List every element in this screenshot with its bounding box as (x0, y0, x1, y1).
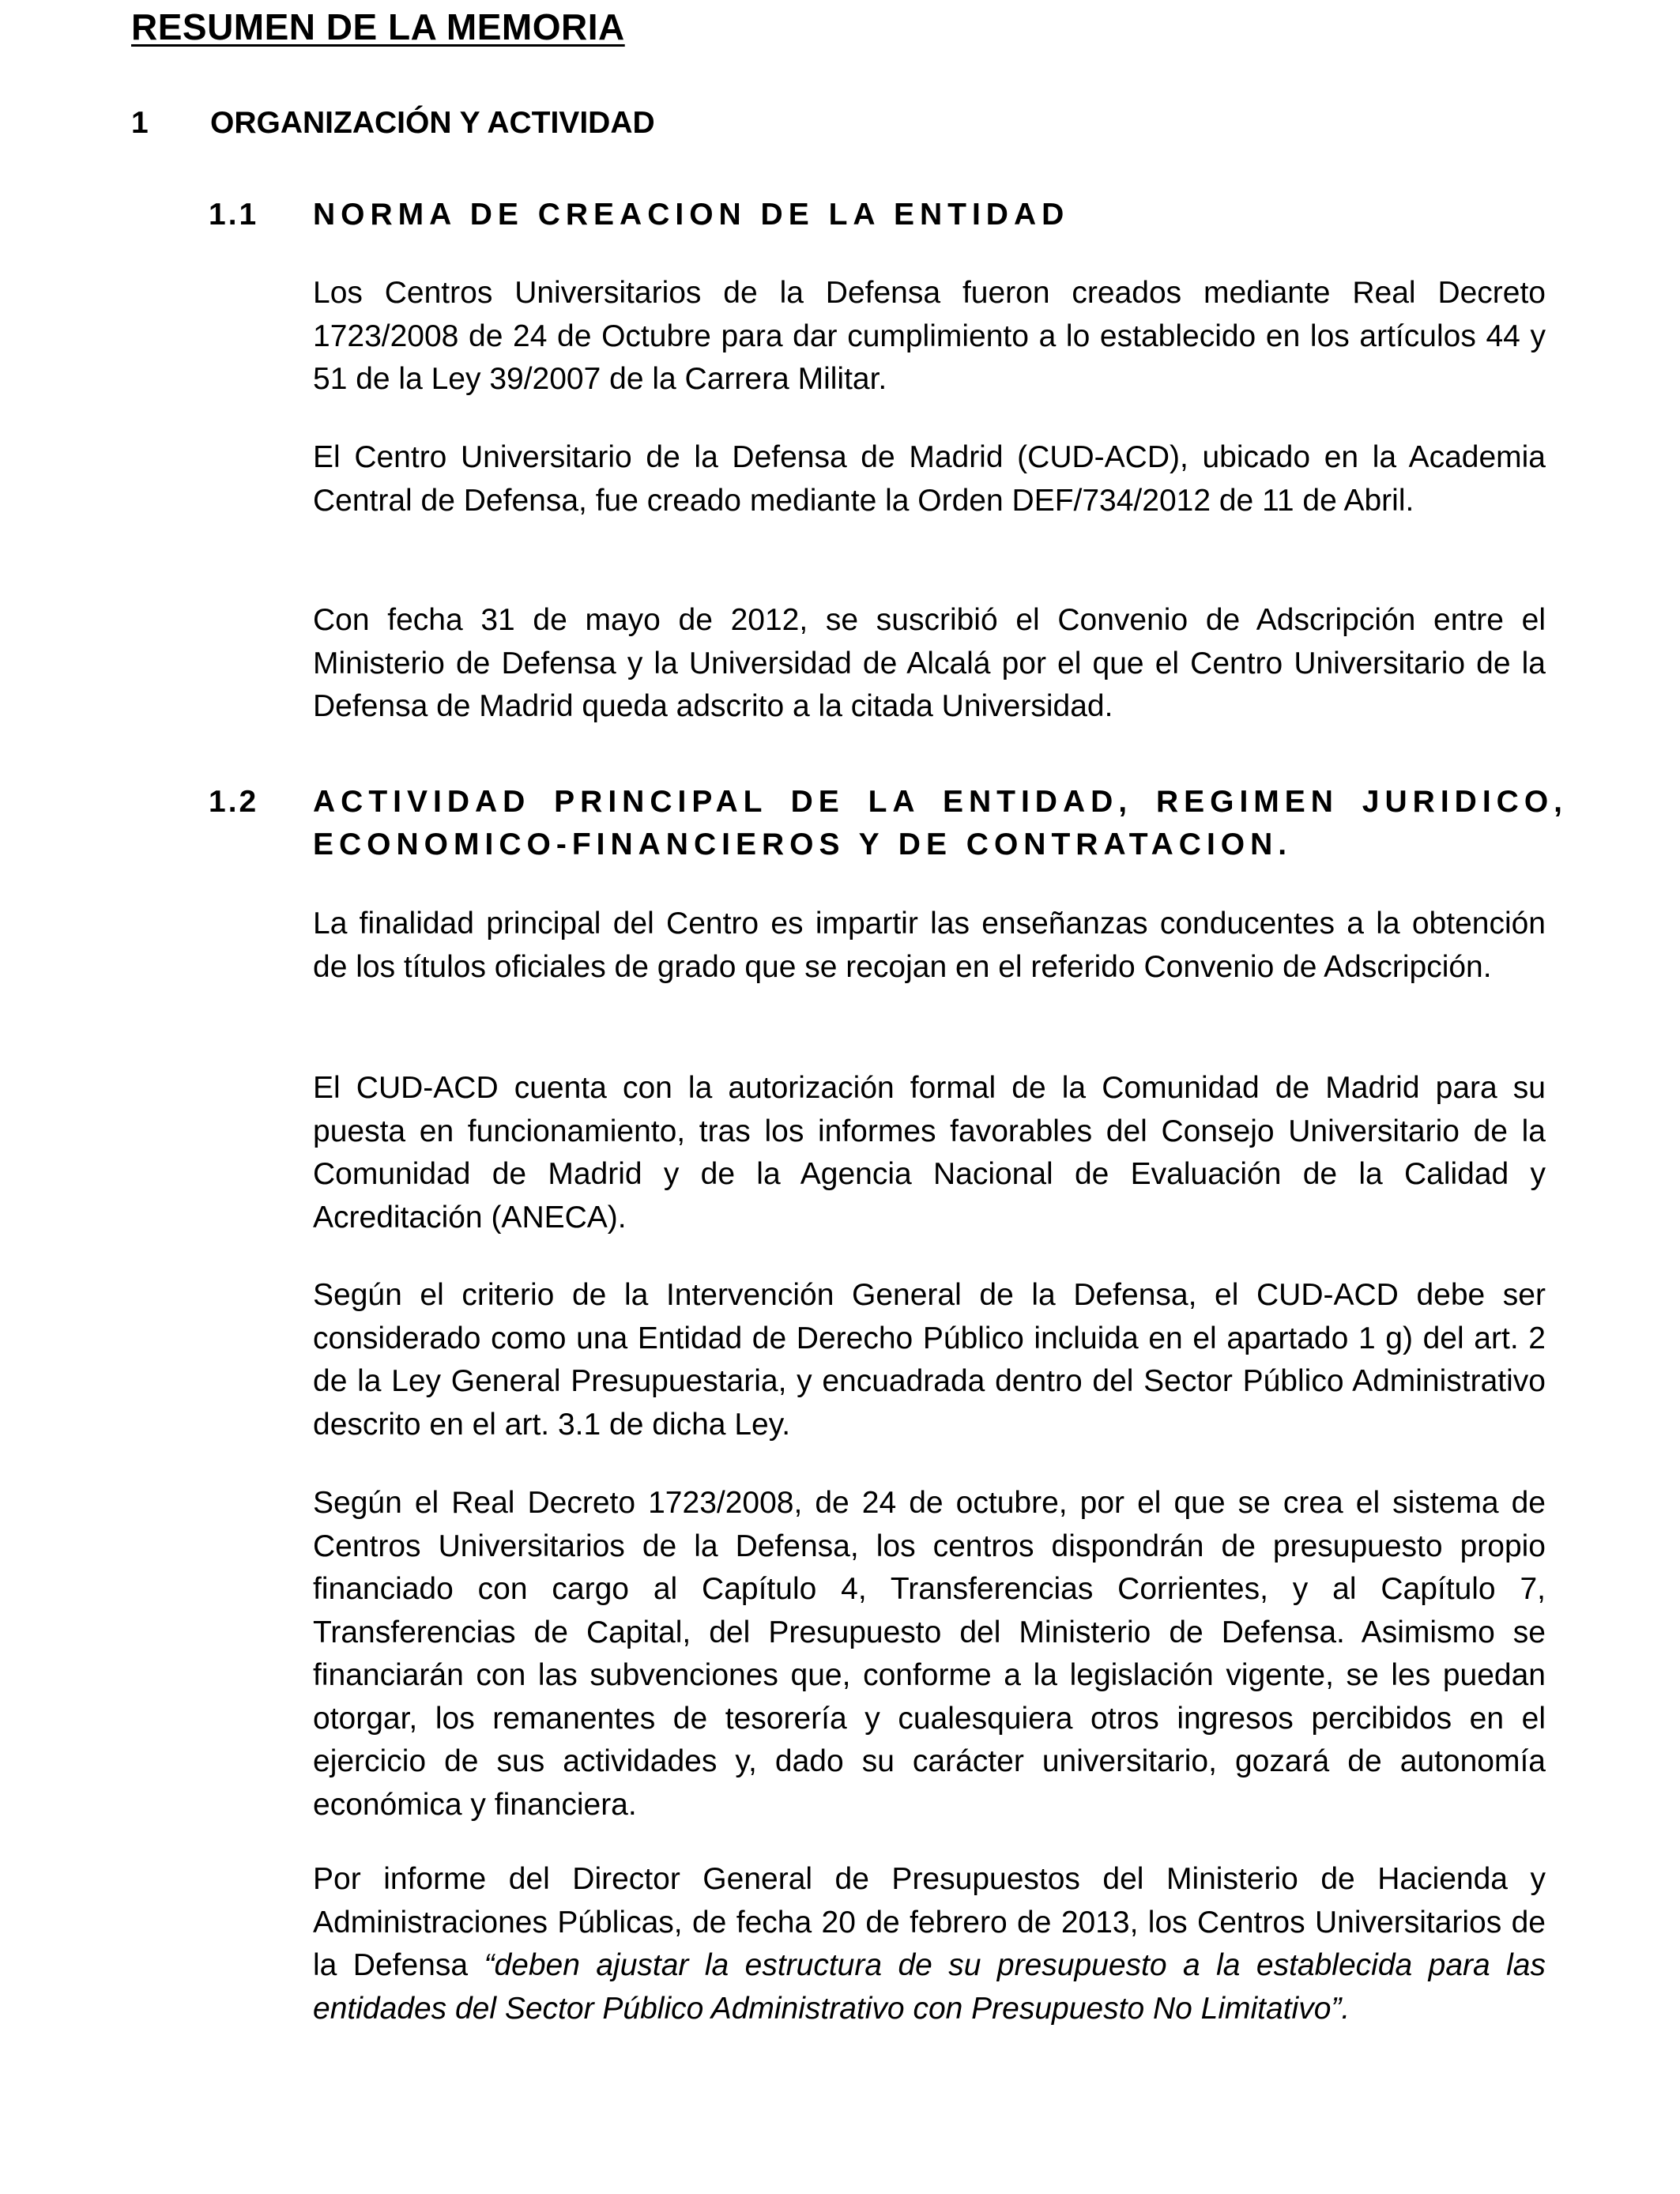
section-1-2-heading (209, 781, 1568, 866)
section-1-title: ORGANIZACIÓN Y ACTIVIDAD (210, 106, 655, 140)
section-1-2-title-line-1: ACTIVIDAD PRINCIPAL DE LA ENTIDAD, REGIMEN JURIDICO, (313, 785, 1568, 819)
document-title: RESUMEN DE LA MEMORIA (131, 6, 625, 47)
section-1-1-number: 1.1 (209, 198, 259, 232)
paragraph-1-2-e (313, 1858, 1546, 2030)
paragraph-1-1-a: Los Centros Universitarios de la Defensa fueron creados mediante Real Decreto 1723/2008 de 24 de Octubre para dar cumplimiento a lo establecido en los artículos 44 y 51 de la Ley 39/2007 de la Carrera Militar. (313, 276, 1546, 396)
paragraph-1-2-e-quote: “deben ajustar la estructura de su presupuesto a la establecida para las entidades del Sector Público Administrativo con Presupuesto No Limitativo”. (313, 1948, 1546, 2026)
paragraph-1-2-b: El CUD-ACD cuenta con la autorización formal de la Comunidad de Madrid para su puesta en funcionamiento, tras los informes favorables del Consejo Universitario de la Comunidad de Madrid y de la Agencia Nacional de Evaluación de la Calidad y Acreditación (ANECA). (313, 1071, 1546, 1235)
paragraph-1-2-e-intro: Por informe del Director General de Presupuestos del Ministerio de Hacienda y Administraciones Públicas, de fecha 20 de febrero de 2013, los Centros Universitarios de la Defensa (313, 1862, 1546, 1982)
paragraph-1-2-a: La finalidad principal del Centro es impartir las enseñanzas conducentes a la obtención de los títulos oficiales de grado que se recojan en el referido Convenio de Adscripción. (313, 907, 1546, 984)
section-1-2-title-line-2: ECONOMICO-FINANCIEROS Y DE CONTRATACION. (313, 827, 1293, 861)
paragraph-1-1-c: Con fecha 31 de mayo de 2012, se suscribió el Convenio de Adscripción entre el Ministerio de Defensa y la Universidad de Alcalá por el que el Centro Universitario de la Defensa de Madrid queda adscrito a la citada Universidad. (313, 603, 1546, 723)
section-1-2-number: 1.2 (209, 785, 259, 819)
section-1-1-heading (209, 194, 1568, 236)
section-1-1-title: NORMA DE CREACION DE LA ENTIDAD (313, 198, 1070, 232)
paragraph-1-2-d: Según el Real Decreto 1723/2008, de 24 de octubre, por el que se crea el sistema de Centros Universitarios de la Defensa, los centros dispondrán de presupuesto propio financiado con cargo al Capítulo 4, Transferencias Corrientes, y al Capítulo 7, Transferencias de Capital, del Presupuesto del Ministerio de Defensa. Asimismo se financiarán con las subvenciones que, conforme a la legislación vigente, se les puedan otorgar, los remanentes de tesorería y cualesquiera otros ingresos percibidos en el ejercicio de sus actividades y, dado su carácter universitario, gozará de autonomía económica y financiera. (313, 1486, 1546, 1822)
paragraph-1-2-c: Según el criterio de la Intervención General de la Defensa, el CUD-ACD debe ser considerado como una Entidad de Derecho Público incluida en el apartado 1 g) del art. 2 de la Ley General Presupuestaria, y encuadrada dentro del Sector Público Administrativo descrito en el art. 3.1 de dicha Ley. (313, 1278, 1546, 1442)
section-1-heading (131, 101, 1554, 145)
section-1-number: 1 (131, 106, 149, 140)
paragraph-1-1-b: El Centro Universitario de la Defensa de Madrid (CUD-ACD), ubicado en la Academia Central de Defensa, fue creado mediante la Orden DEF/734/2012 de 11 de Abril. (313, 440, 1546, 518)
